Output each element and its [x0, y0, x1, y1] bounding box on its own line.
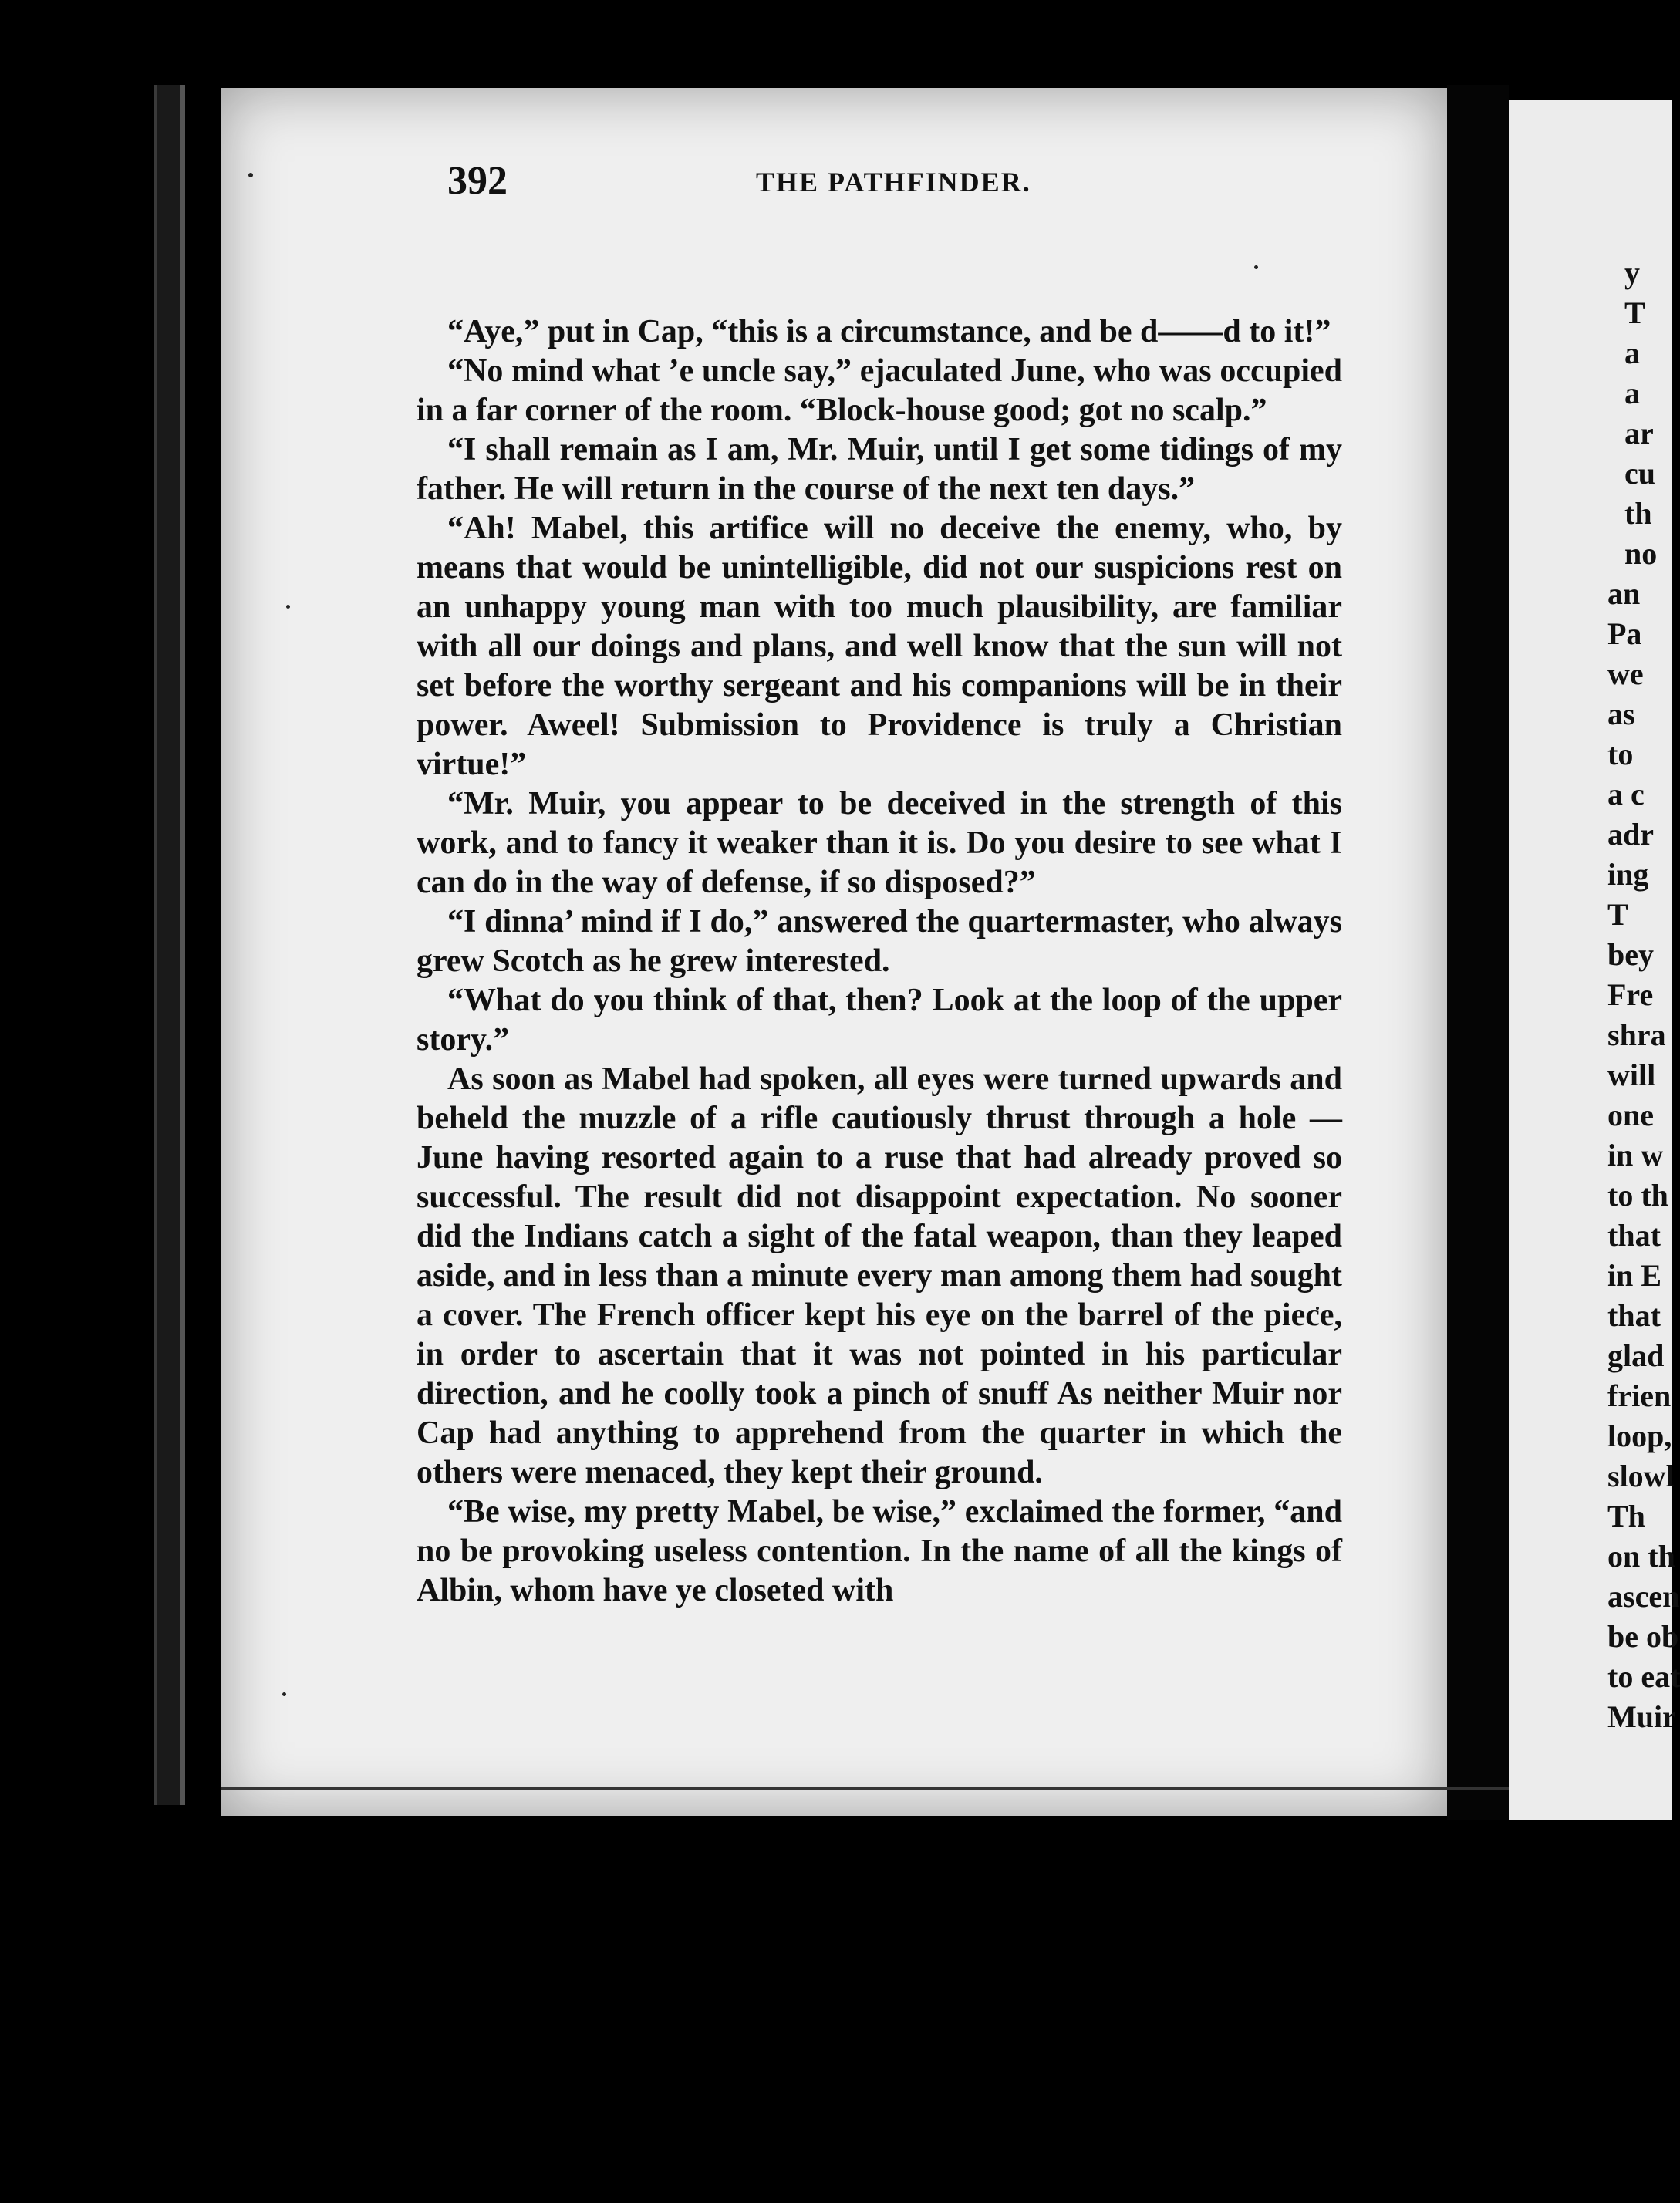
scan-speck: [1254, 265, 1258, 269]
body-text: [417, 312, 1342, 1611]
adjacent-page-text: loop,: [1607, 1419, 1672, 1453]
adjacent-page-text: as: [1607, 697, 1635, 731]
scan-speck: [286, 605, 290, 609]
adjacent-page-text: that: [1607, 1218, 1661, 1253]
adjacent-page-text: no: [1624, 536, 1658, 571]
scan-speck: [282, 1692, 286, 1696]
adjacent-page-text: bey: [1607, 937, 1654, 972]
adjacent-page-text: cu: [1624, 456, 1655, 491]
adjacent-page-text: frien: [1607, 1378, 1672, 1413]
adjacent-page-text: be ob: [1607, 1619, 1679, 1654]
running-title: THE PATHFINDER.: [756, 167, 1031, 197]
paragraph: As soon as Mabel had spoken, all eyes were turned upwards and beheld the muzzle of a rifle cautiously thrust through a hole — June having resorted again to a ruse that had already proved so successful. The result did not disappoint expectation. No sooner did the Indians catch a sight of the fatal weapon, than they leaped aside, and in less than a minute every man among them had sought a cover. The French officer kept his eye on the barrel of the piece, in order to ascertain that it was not pointed in his particular direction, and he coolly took a pinch of snuff As neither Muir nor Cap had anything to apprehend from the quarter in which the others were menaced, they kept their ground.: [417, 1061, 1342, 1490]
scan-speck: [248, 173, 253, 177]
adjacent-page-text: an: [1607, 576, 1641, 611]
adjacent-page-text: a: [1624, 336, 1640, 370]
scan-fold-line: [221, 1787, 1509, 1790]
adjacent-page-text: slowl: [1607, 1459, 1675, 1493]
adjacent-page-text: a: [1624, 376, 1640, 410]
book-spine-edge: [154, 85, 185, 1805]
paragraph: “I shall remain as I am, Mr. Muir, until I get some tidings of my father. He will return in the course of the next ten days.”: [417, 432, 1342, 507]
adjacent-page-text: one: [1607, 1098, 1654, 1132]
adjacent-page-text: we: [1607, 656, 1644, 691]
page-number: 392: [447, 159, 508, 203]
paragraph: “Be wise, my pretty Mabel, be wise,” exclaimed the former, “and no be provoking useless contention. In the name of all the kings of Albin, whom have ye closeted with: [417, 1494, 1342, 1608]
adjacent-page-text: ing: [1607, 857, 1649, 892]
adjacent-page-text: a c: [1607, 777, 1645, 811]
page-gutter: [1447, 85, 1509, 1820]
paragraph: “Ah! Mabel, this artifice will no deceive the enemy, who, by means that would be unintelligible, did not our suspicions rest on an unhappy young man with too much plausibility, are familiar with all our doings and plans, and well know that the sun will not set before the worthy sergeant and his companions will be in their power. Aweel! Submission to Providence is truly a Christian virtue!”: [417, 511, 1342, 782]
adjacent-page-text: on th: [1607, 1539, 1675, 1574]
adjacent-page-fragment: [1509, 100, 1680, 1820]
adjacent-page-text: will: [1607, 1058, 1656, 1092]
adjacent-page-text: to th: [1607, 1178, 1668, 1213]
adjacent-page-text: th: [1624, 496, 1652, 531]
adjacent-page-text: Pa: [1607, 616, 1642, 651]
adjacent-page-text: ascen: [1607, 1579, 1680, 1614]
paragraph: “What do you think of that, then? Look at the loop of the upper story.”: [417, 983, 1342, 1058]
adjacent-page-text: Th: [1607, 1499, 1645, 1533]
adjacent-page-text: y: [1624, 255, 1640, 290]
adjacent-page-text: T: [1607, 897, 1628, 932]
page-header: [447, 158, 1334, 220]
adjacent-page-text: adr: [1607, 817, 1654, 852]
paragraph: “No mind what ’e uncle say,” ejaculated June, who was occupied in a far corner of the room. “Block-house good; got no scalp.”: [417, 353, 1342, 428]
adjacent-page-text: ar: [1624, 416, 1654, 450]
adjacent-page-text: shra: [1607, 1017, 1666, 1052]
adjacent-page-text: that: [1607, 1298, 1661, 1333]
adjacent-page-text: T: [1624, 295, 1645, 330]
adjacent-page-text: Muir: [1607, 1699, 1676, 1734]
paragraph: “Aye,” put in Cap, “this is a circumstance, and be d——d to it!”: [447, 314, 1331, 349]
adjacent-page-text: glad: [1607, 1338, 1665, 1373]
adjacent-page-text: to eat: [1607, 1659, 1680, 1694]
adjacent-page-text: Fre: [1607, 977, 1654, 1012]
adjacent-page-text: in E: [1607, 1258, 1662, 1293]
adjacent-page-text: to: [1607, 737, 1634, 771]
paragraph: “Mr. Muir, you appear to be deceived in the strength of this work, and to fancy it weaker than it is. Do you desire to see what I can do in the way of defense, if so disposed?”: [417, 786, 1342, 900]
paragraph: “I dinna’ mind if I do,” answered the quartermaster, who always grew Scotch as he grew interested.: [417, 904, 1342, 979]
adjacent-page-text: in w: [1607, 1138, 1664, 1172]
